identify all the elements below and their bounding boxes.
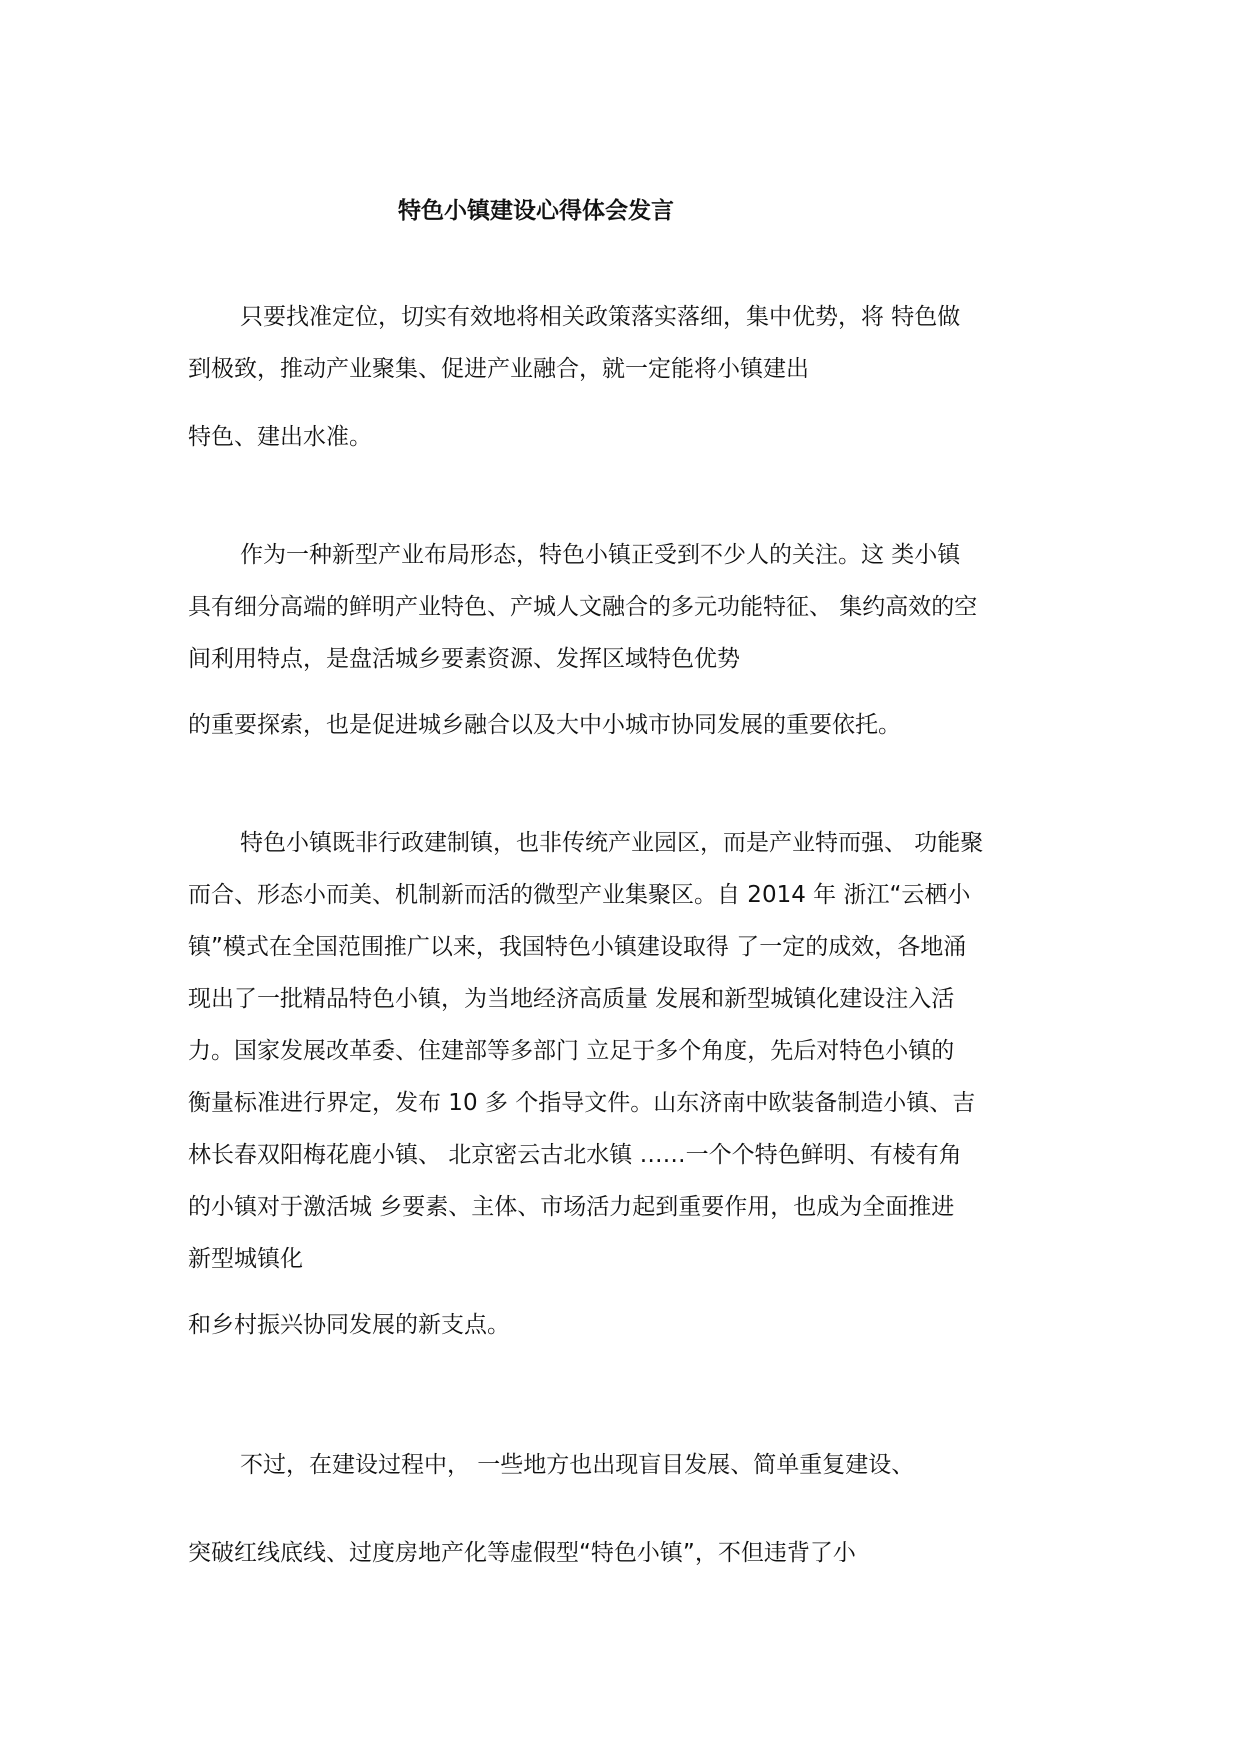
paragraph-2-line-3: 间利用特点，是盘活城乡要素资源、发挥区域特色优势 [188, 646, 740, 672]
paragraph-3-line-5: 力。国家发展改革委、住建部等多部门 立足于多个角度，先后对特色小镇的 [188, 1038, 955, 1064]
paragraph-2-line-2: 具有细分高端的鲜明产业特色、产城人文融合的多元功能特征、 集约高效的空 [188, 594, 978, 620]
paragraph-4-line-2: 突破红线底线、过度房地产化等虚假型“特色小镇”，不但违背了小 [188, 1540, 856, 1566]
paragraph-3-line-2: 而合、形态小而美、机制新而活的微型产业集聚区。自 2014 年 浙江“云栖小 [188, 882, 971, 908]
paragraph-3-line-10: 和乡村振兴协同发展的新支点。 [188, 1312, 510, 1338]
paragraph-3-line-4: 现出了一批精品特色小镇，为当地经济高质量 发展和新型城镇化建设注入活 [188, 986, 955, 1012]
paragraph-2-line-1: 作为一种新型产业布局形态，特色小镇正受到不少人的关注。这 类小镇 [240, 542, 961, 568]
paragraph-1-line-3: 特色、建出水准。 [188, 424, 372, 450]
paragraph-2-line-4: 的重要探索，也是促进城乡融合以及大中小城市协同发展的重要依托。 [188, 712, 901, 738]
paragraph-3-line-9: 新型城镇化 [188, 1246, 303, 1272]
paragraph-3-line-7: 林长春双阳梅花鹿小镇、 北京密云古北水镇 ……一个个特色鲜明、有棱有角 [188, 1142, 962, 1168]
paragraph-4-line-1: 不过，在建设过程中， 一些地方也出现盲目发展、简单重复建设、 [240, 1452, 915, 1478]
paragraph-1-line-1: 只要找准定位，切实有效地将相关政策落实落细，集中优势，将 特色做 [240, 304, 961, 330]
paragraph-3-line-1: 特色小镇既非行政建制镇，也非传统产业园区，而是产业特而强、 功能聚 [240, 830, 984, 856]
paragraph-1-line-2: 到极致，推动产业聚集、促进产业融合，就一定能将小镇建出 [188, 356, 809, 382]
paragraph-3-line-8: 的小镇对于激活城 乡要素、主体、市场活力起到重要作用，也成为全面推进 [188, 1194, 955, 1220]
document-title: 特色小镇建设心得体会发言 [398, 198, 674, 224]
paragraph-3-line-3: 镇”模式在全国范围推广以来，我国特色小镇建设取得 了一定的成效，各地涌 [188, 934, 967, 960]
paragraph-3-line-6: 衡量标准进行界定，发布 10 多 个指导文件。山东济南中欧装备制造小镇、吉 [188, 1090, 976, 1116]
